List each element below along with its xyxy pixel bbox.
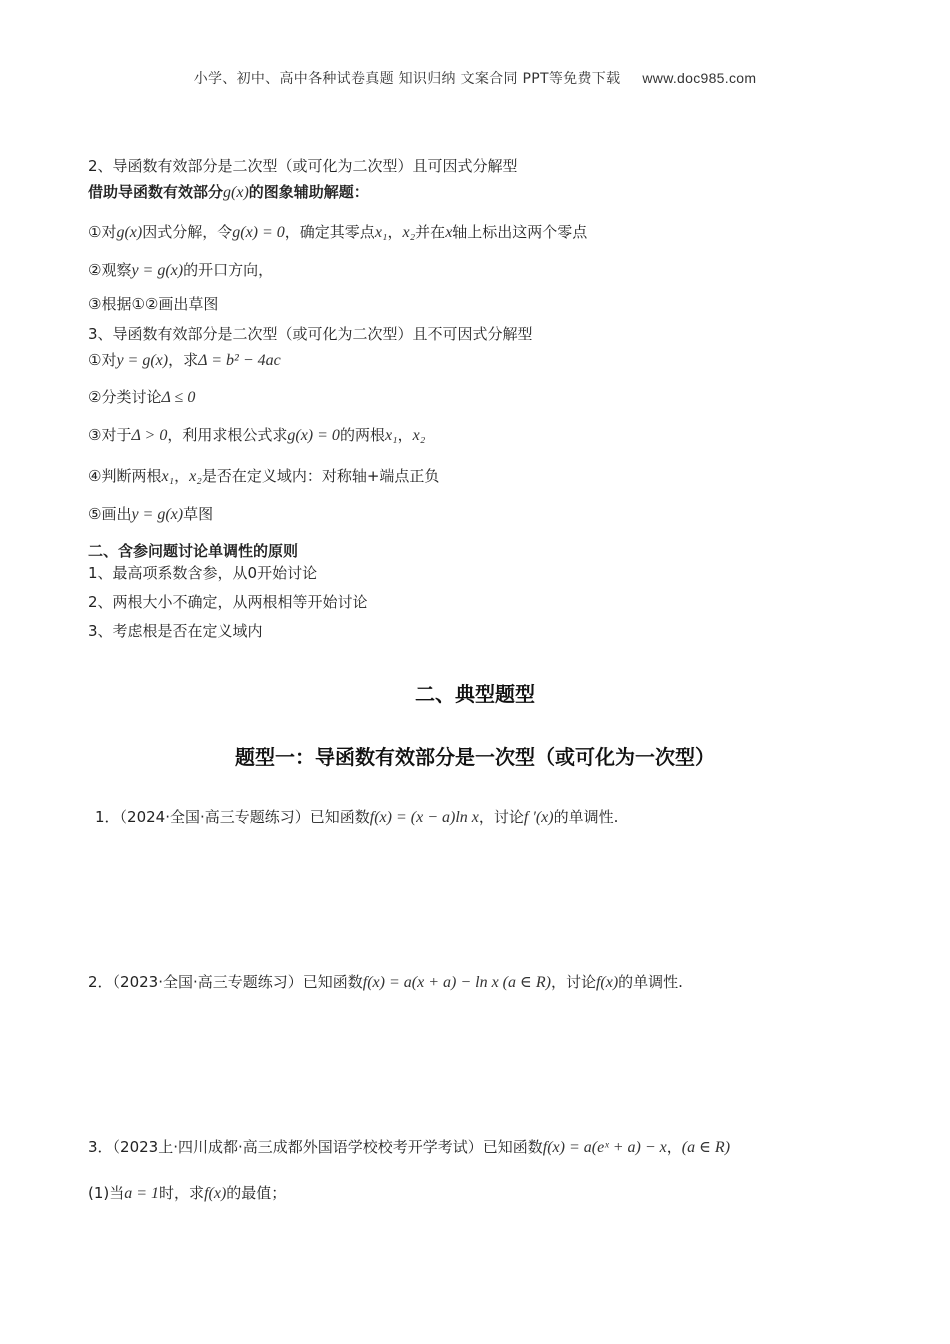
text: ②观察 (88, 261, 132, 279)
math: x₁ (384, 427, 398, 444)
sec3-step5 (88, 504, 213, 525)
text: （2024·全国·高三专题练习）已知函数 (119, 808, 370, 826)
math: f(x) = a(x + a) − ln x (a ∈ R) (362, 974, 551, 991)
text: （2023上·四川成都·高三成都外国语学校校考开学考试）已知函数 (112, 1138, 543, 1156)
math: x (445, 224, 453, 241)
text: 的两根 (339, 426, 385, 444)
text: ， (666, 1138, 682, 1156)
math: g(x) = 0 (232, 224, 285, 241)
type-heading: 题型一：导函数有效部分是一次型（或可化为一次型） (235, 745, 715, 769)
text: ①对 (88, 351, 117, 369)
text: 的图象辅助解题： (248, 183, 369, 201)
text: 是否在定义域内：对称轴+端点正负 (201, 467, 440, 485)
header-url[interactable]: www.doc985.com (642, 70, 757, 86)
text: ⑤画出 (88, 505, 132, 523)
principles-title: 二、含参问题讨论单调性的原则 (88, 542, 299, 560)
math: x₁ (374, 224, 388, 241)
question-2 (88, 971, 683, 992)
text: 的最值； (226, 1184, 287, 1202)
text: ，求 (168, 351, 199, 369)
text: ①对 (88, 223, 117, 241)
math: x₁ (161, 468, 175, 485)
math: Δ ≤ 0 (161, 389, 196, 406)
text: ，利用求根公式求 (167, 426, 288, 444)
question-3-part-1 (88, 1182, 286, 1203)
math: f(x) (595, 974, 619, 991)
text: 草图 (183, 505, 214, 523)
header-text: 小学、初中、高中各种试卷真题 知识归纳 文案合同 PPT等免费下载 (193, 71, 621, 87)
question-1 (95, 806, 618, 827)
principle-item: 3、考虑根是否在定义域内 (88, 622, 263, 640)
text: 轴上标出这两个零点 (452, 223, 588, 241)
math: g(x) = 0 (287, 427, 340, 444)
text: ，讨论 (550, 973, 596, 991)
math: f ′(x) (523, 809, 554, 826)
text: ， (387, 223, 403, 241)
math: x₂ (402, 224, 416, 241)
math: (a ∈ R) (681, 1139, 731, 1156)
math: y = g(x) (131, 506, 184, 523)
question-3 (88, 1136, 730, 1157)
text: 因式分解，令 (142, 223, 233, 241)
sec2-step1 (88, 222, 587, 243)
text: ④判断两根 (88, 467, 162, 485)
sec3-step3 (88, 425, 425, 446)
principle-item: 2、两根大小不确定，从两根相等开始讨论 (88, 593, 368, 611)
page-header (0, 68, 950, 88)
sec3-title: 3、导函数有效部分是二次型（或可化为二次型）且不可因式分解型 (88, 325, 533, 343)
sec3-step2 (88, 387, 195, 408)
math: x₂ (189, 468, 202, 485)
text: 借助导函数有效部分 (88, 183, 224, 201)
math: Δ = b² − 4ac (198, 352, 281, 369)
math: x₂ (412, 427, 426, 444)
math: y = g(x) (131, 262, 184, 279)
text: ， (397, 426, 413, 444)
math: g(x) (223, 184, 249, 201)
sec3-step4 (88, 466, 439, 487)
question-number: 3． (88, 1138, 113, 1156)
text: ，确定其零点 (284, 223, 375, 241)
section-heading: 二、典型题型 (415, 682, 535, 706)
text: 并在 (415, 223, 446, 241)
math: g(x) (116, 224, 143, 241)
text: 的单调性. (553, 808, 619, 826)
principle-item: 1、最高项系数含参，从0开始讨论 (88, 564, 318, 582)
question-number: 1． (95, 808, 120, 826)
text: ， (174, 467, 190, 485)
question-number: 2． (88, 973, 113, 991)
math: f(x) = a(eˣ + a) − x (542, 1139, 667, 1156)
sec2-step3: ③根据①②画出草图 (88, 295, 219, 313)
text: (1)当 (88, 1184, 125, 1202)
math: f(x) = (x − a)ln x (369, 809, 479, 826)
text: 的单调性. (618, 973, 683, 991)
text: ③对于 (88, 426, 132, 444)
math: a = 1 (124, 1185, 160, 1202)
text: ，讨论 (478, 808, 524, 826)
sec3-step1 (88, 350, 281, 371)
sec2-bold-line (88, 182, 369, 203)
text: 时，求 (159, 1184, 205, 1202)
text: （2023·全国·高三专题练习）已知函数 (112, 973, 363, 991)
math: Δ > 0 (131, 427, 168, 444)
text: 的开口方向， (183, 261, 274, 279)
sec2-step2 (88, 260, 273, 281)
math: f(x) (204, 1185, 227, 1202)
sec2-title: 2、导函数有效部分是二次型（或可化为二次型）且可因式分解型 (88, 157, 518, 175)
text: ②分类讨论 (88, 388, 162, 406)
math: y = g(x) (116, 352, 169, 369)
